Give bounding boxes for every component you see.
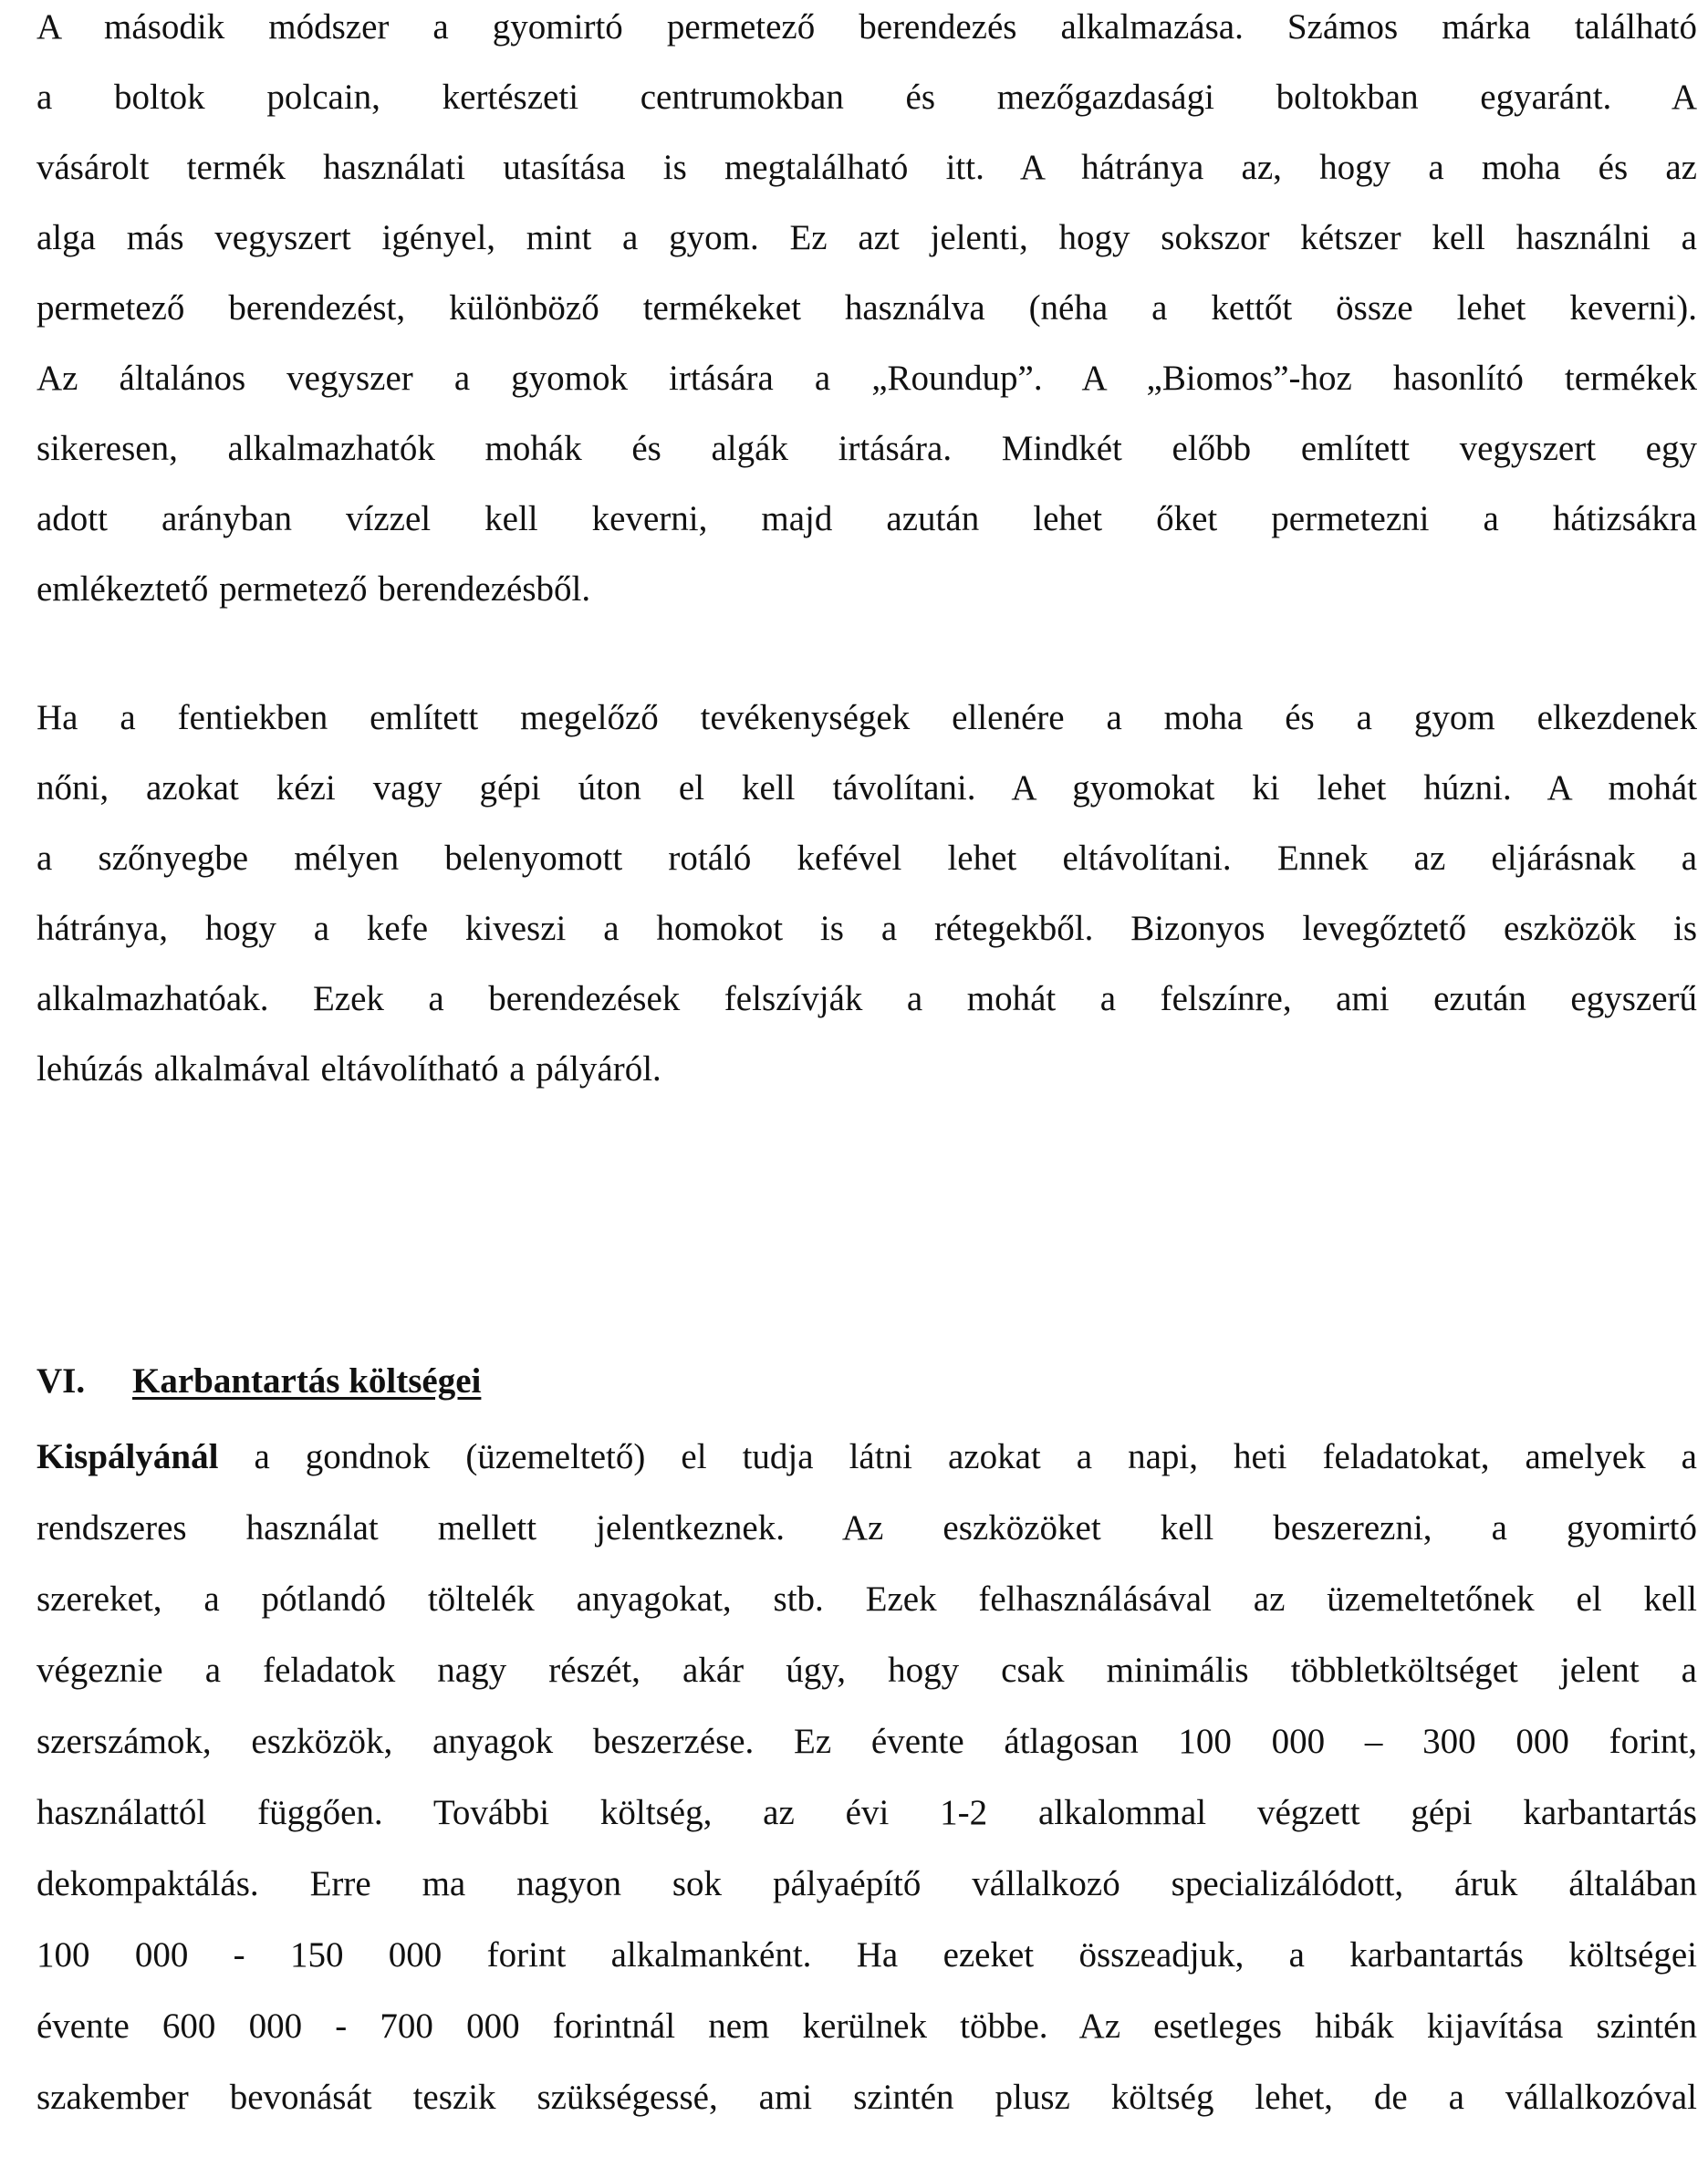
text-line: permetező berendezést, különböző termékeket használva (néha a kettőt össze lehet keverni). — [36, 288, 1697, 328]
text-line: szerszámok, eszközök, anyagok beszerzése. Ez évente átlagosan 100 000 – 300 000 forint, — [36, 1722, 1697, 1761]
section-title: Karbantartás költségei — [132, 1361, 482, 1401]
text-line: nőni, azokat kézi vagy gépi úton el kell távolítani. A gyomokat ki lehet húzni. A mohát — [36, 768, 1697, 808]
text-line: Az általános vegyszer a gyomok irtására a „Roundup”. A „Biomos”-hoz hasonlító termékek — [36, 359, 1697, 398]
text-line: vásárolt termék használati utasítása is megtalálható itt. A hátránya az, hogy a moha és az — [36, 148, 1697, 187]
text-line: sikeresen, alkalmazhatók mohák és algák irtására. Mindkét előbb említett vegyszert egy — [36, 429, 1697, 468]
text-line: évente 600 000 - 700 000 forintnál nem kerülnek többe. Az esetleges hibák kijavítása szintén — [36, 2006, 1697, 2046]
text-line: emlékeztető permetező berendezésből. — [36, 569, 591, 609]
text-line: hátránya, hogy a kefe kiveszi a homokot is a rétegekből. Bizonyos levegőztető eszközök is — [36, 909, 1697, 948]
text-line: szereket, a pótlandó töltelék anyagokat, stb. Ezek felhasználásával az üzemeltetőnek el kell — [36, 1579, 1697, 1619]
section-number: VI. — [36, 1361, 86, 1401]
text-line: adott arányban vízzel kell keverni, majd azután lehet őket permetezni a hátizsákra — [36, 499, 1697, 538]
text-line: alkalmazhatóak. Ezek a berendezések felszívják a mohát a felszínre, ami ezután egyszerű — [36, 979, 1697, 1018]
text-line: Ha a fentiekben említett megelőző tevékenységek ellenére a moha és a gyom elkezdenek — [36, 698, 1697, 737]
text-line: végeznie a feladatok nagy részét, akár úgy, hogy csak minimális többletköltséget jelent a — [36, 1651, 1697, 1690]
text-line: dekompaktálás. Erre ma nagyon sok pályaépítő vállalkozó specializálódott, áruk általában — [36, 1864, 1697, 1903]
text-line — [36, 1430, 1697, 1485]
text-line: szakember bevonását teszik szükségessé, ami szintén plusz költség lehet, de a vállalkozóval — [36, 2078, 1697, 2117]
text-line: lehúzás alkalmával eltávolítható a pályáról. — [36, 1049, 661, 1089]
text-line: 100 000 - 150 000 forint alkalmanként. Ha ezeket összeadjuk, a karbantartás költségei — [36, 1935, 1697, 1975]
text-line-rest: a gondnok (üzemeltető) el tudja látni azokat a napi, heti feladatokat, amelyek a — [218, 1437, 1697, 1476]
text-line: a boltok polcain, kertészeti centrumokban és mezőgazdasági boltokban egyaránt. A — [36, 78, 1697, 117]
text-line: A második módszer a gyomirtó permetező berendezés alkalmazása. Számos márka található — [36, 7, 1697, 47]
section-heading — [36, 1354, 1697, 1409]
lead-term: Kispályánál — [36, 1437, 219, 1476]
text-line: használattól függően. További költség, az évi 1-2 alkalommal végzett gépi karbantartás — [36, 1793, 1697, 1832]
text-line: a szőnyegbe mélyen belenyomott rotáló kefével lehet eltávolítani. Ennek az eljárásnak a — [36, 839, 1697, 878]
text-line: alga más vegyszert igényel, mint a gyom. Ez azt jelenti, hogy sokszor kétszer kell használni a — [36, 218, 1697, 257]
text-line: rendszeres használat mellett jelentkeznek. Az eszközöket kell beszerezni, a gyomirtó — [36, 1508, 1697, 1548]
